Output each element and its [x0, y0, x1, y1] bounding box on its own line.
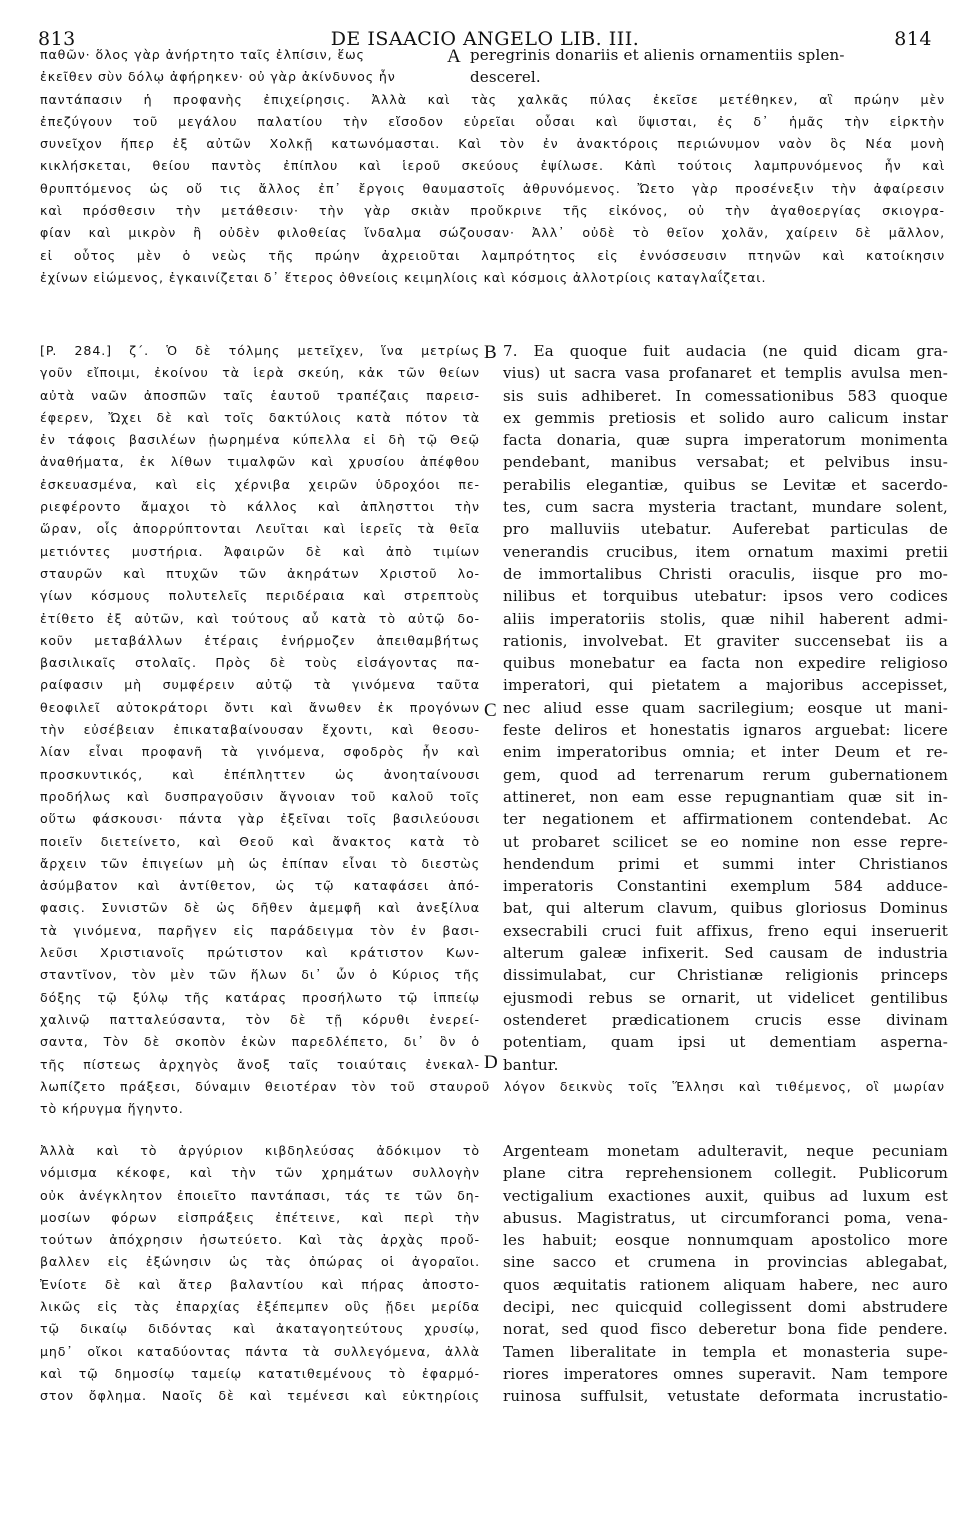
- text-line: ἀσύμβατον καὶ ἀντίθετον, ὡς τῷ καταφάσει ἀπό-: [40, 878, 480, 894]
- text-line: quibus monebatur ea facta non expedire religioso: [503, 654, 948, 673]
- text-line: feste deliros et honestatis ignaros arguebat: licere: [503, 721, 948, 740]
- text-line: ἄρχειν τῶν ἐπιγείων μὴ ὡς ἐπίπαν εἶναι τὸ διεστὼς: [40, 855, 480, 871]
- text-line: μετιόντες μυστήρια. Ἀφαιρῶν δὲ καὶ ἀπὸ τιμίων: [40, 543, 480, 559]
- text-line: ἀναθήματα, ἐκ λίθων τιμαλφῶν καὶ χρυσίου ἀπέφθου: [40, 454, 480, 470]
- text-line: τούτων ἀπόχρησιν ἠσωτεύετο. Καὶ τὰς ἀρχὰς προὔ-: [40, 1232, 480, 1248]
- text-line: imperatoris Constantini exemplum 584 adduce-: [503, 877, 948, 896]
- text-line: έφερεν, Ὤχει δὲ καὶ τοῖς δακτύλοις κατὰ πότον τὰ: [40, 409, 480, 425]
- text-line: ruinosa suffulsit, vetustate deformata incrustatio-: [503, 1387, 948, 1406]
- text-line: κοῦν μεταβάλλων ἑτέραις ἐνήρμοζεν ἀπειθαμβήτως: [40, 632, 480, 648]
- text-line: les habuit; eosque nonnumquam apostolico more: [503, 1231, 948, 1250]
- text-line: ut probaret scilicet se eo nomine non esse repre-: [503, 832, 948, 851]
- text-line: ἐκεῖθεν σὺν δόλῳ ἀφήρηκεν· οὐ γὰρ ἀκίνδυνος ἦν: [40, 69, 396, 85]
- text-line: venerandis crucibus, item ornatum maximi pretii: [503, 542, 948, 561]
- text-line: Ἐνίοτε δὲ καὶ ἄτερ βαλαντίου καὶ πήρας ἀποστο-: [40, 1276, 480, 1292]
- text-line: φίαν καὶ μικρὸν ἢ οὐδὲν φιλοθείας ἴνδαλμα σώζουσαν· Ἀλλ᾿ οὐδὲ τὸ θεῖον χολᾶν, χαίρειν δὲ μᾶλλον,: [40, 225, 945, 241]
- text-line: αὐτὰ ναῶν ἀποσπῶν ταῖς ἑαυτοῦ τραπέζαις παρεισ-: [40, 387, 480, 403]
- text-line: enim imperatoribus omnia; et inter Deum et re-: [503, 743, 948, 762]
- text-line: φασις. Συνιστῶν δὲ ὡς δῆθεν ἀμεμφῆ καὶ ἀνεξίλυα: [40, 900, 480, 916]
- text-line: ριεφέροντο ἄμαχοι τὸ κάλλος καὶ ἀπλησττοι τὴν: [40, 499, 480, 515]
- text-line: τὴν εὐσέβειαν ἐπικαταβαίνουσαν ἔχοντι, καὶ θεοσυ-: [40, 722, 480, 738]
- block3-greek-column: [40, 1140, 480, 1408]
- text-line: exsecrabili cruci fuit affixus, freno equi inseruerit: [503, 921, 948, 940]
- text-line: ὥραν, οἷς ἀπορρύπτονται Λευῖται καὶ ἱερεῖς τὰ θεῖα: [40, 521, 480, 537]
- text-line: θεοφιλεῖ αὐτοκράτορι ὄντι καὶ ἄνωθεν ἐκ προγόνων: [40, 699, 480, 715]
- text-line: vectigalium exactiones auxit, quibus ad luxum est: [503, 1186, 948, 1205]
- text-line: sis suis adhiberet. In comessationibus 583 quoque: [503, 386, 948, 405]
- text-line: perabilis elegantiæ, quibus se Levitæ et sacerdo-: [503, 475, 948, 494]
- text-line: καὶ πρόσθεσιν τὴν μετάθεσιν· τὴν γὰρ σκιὰν προὔκρινε τῆς εἰκόνος, οὐ τὴν ἀγαθοεργίας σκιογρα-: [40, 203, 945, 219]
- block1-latin-lines: [470, 44, 948, 89]
- text-line: ἐχίνων εἰώμενος, ἐγκαινίζεται δ᾿ ἕτερος ὀθνείοις κειμηλίοις καὶ κόσμοις ἀλλοτρίοις καταγλαΐζεται.: [40, 269, 767, 285]
- text-line: norat, sed quod fisco deberetur bona fide pendere.: [503, 1320, 948, 1339]
- text-line: nilibus et torquibus utebatur: ipsos vero codices: [503, 587, 948, 606]
- section-marker-b: B: [484, 342, 497, 363]
- page-number-right: 814: [894, 28, 932, 50]
- text-line: ραίφασιν μὴ συμφέρειν αὐτῷ τὰ γινόμενα ταῦτα: [40, 677, 480, 693]
- text-line: tes, cum sacra mysteria tractant, mundare solent,: [503, 498, 948, 517]
- text-line: Argenteam monetam adulteravit, neque pecuniam: [503, 1142, 948, 1160]
- text-line: μηδ᾿ οἴκοι καταδύοντας πάντα τὰ συλλεγόμενα, ἀλλὰ: [40, 1343, 480, 1359]
- page-number-left: 813: [38, 28, 76, 50]
- block2-greek-column: [40, 340, 480, 1076]
- text-line: [P. 284.] ζ´. Ὁ δὲ τόλμης μετεῖχεν, ἵνα μετρίως: [40, 343, 480, 358]
- text-line: οὕτω φάσκουσι· πάντα γὰρ ἐξεῖναι τοῖς βασιλεύουσι: [40, 811, 480, 827]
- text-line: aliis imperatoriis stolis, quæ nihil haberent admi-: [503, 609, 948, 628]
- section-marker-d: D: [484, 1052, 498, 1073]
- text-line: abusus. Magistratus, ut circumforanci poma, vena-: [503, 1208, 948, 1227]
- text-line: ἐσκευασμένα, καὶ εἰς χέρνιβα χειρῶν ὑδροχόοι πε-: [40, 476, 480, 492]
- text-line: εἰ οὗτος μὲν ὁ νεὼς τῆς πρώην ἀχρειοῦται λαμπρότητος εἰς ἐννόσσευσιν πτηνῶν καὶ κατοίκησιν: [40, 247, 945, 263]
- text-line: alterum galeæ infixerit. Sed causam de industria: [503, 944, 948, 963]
- text-line: παθῶν· ὅλος γὰρ ἀνήρτητο ταῖς ἐλπίσιν, ἕως: [40, 47, 365, 62]
- text-line: μοσίων φόρων εἰσπράξεις ἐπέτεινε, καὶ περὶ τὴν: [40, 1209, 480, 1225]
- text-line: στον ὄφλημα. Ναοῖς δὲ καὶ τεμένεσι καὶ εὐκτηρίοις: [40, 1388, 480, 1404]
- text-line: τὰ γινόμενα, παρῆγεν εἰς παράδειγμα τὸν ἐν βασι-: [40, 922, 480, 938]
- text-line: imperatori, qui pietatem a majoribus accepisset,: [503, 676, 948, 695]
- text-line: peregrinis donariis et alienis ornamentiis splen-: [470, 46, 845, 64]
- text-line: οὐκ ἀνέγκλητον ἐποιεῖτο παντάπασι, τάς τε τῶν δη-: [40, 1187, 480, 1203]
- section-marker-c: C: [484, 700, 497, 721]
- text-line: de immortalibus Christi oraculis, iisque pro mo-: [503, 564, 948, 583]
- text-line: quos æquitatis rationem aliquam habere, nec auro: [503, 1275, 948, 1294]
- text-line: Tamen liberalitate in templa et monasteria supe-: [503, 1342, 948, 1361]
- running-title: DE ISAACIO ANGELO LIB. III.: [330, 28, 640, 50]
- text-line: σταντῖνον, τὸν μὲν τῶν ἥλων δι᾿ ὧν ὁ Κύριος τῆς: [40, 967, 480, 983]
- text-line: προδήλως καὶ δυσπραγοῦσιν ἄγνοιαν τοῦ καλοῦ τοῖς: [40, 788, 480, 804]
- text-line: ἐτίθετο ἐξ αὐτῶν, καὶ τούτους αὖ κατὰ τὸ αὐτῷ δο-: [40, 610, 480, 626]
- text-line: νόμισμα κέκοφε, καὶ τὴν τῶν χρημάτων συλλογὴν: [40, 1165, 480, 1181]
- text-line: pendebant, manibus versabat; et pelvibus insu-: [503, 453, 948, 472]
- text-line: λωπίζετο πράξεσι, δύναμιν θειοτέραν τὸν τοῦ σταυροῦ λόγον δεικνὺς τοῖς Ἕλλησι καὶ τιθέμενος, οἳ μωρίαν: [40, 1079, 945, 1094]
- text-line: λεῦσι Χριστιανοῖς πρώτιστον καὶ κράτιστον Κων-: [40, 945, 480, 961]
- text-line: λικῶς εἰς τὰς ἐπαρχίας ἐξέπεμπεν οὓς ᾔδει μερίδα: [40, 1299, 480, 1315]
- text-line: facta donaria, quæ supra imperatorum monimenta: [503, 431, 948, 450]
- text-line: hendendum primi et summi inter Christianos: [503, 854, 948, 873]
- text-line: θρυπτόμενος ὡς οὔ τις ἄλλος ἐπ᾿ ἔργοις θαυμαστοῖς ἀθρυνόμενος. Ὤετο γὰρ προσένεξιν τὴν ἀφαίρεσιν: [40, 180, 945, 196]
- text-line: rationis, involvebat. Et graviter succensebat iis a: [503, 631, 948, 650]
- text-line: riores imperatores omnes superavit. Nam tempore: [503, 1364, 948, 1383]
- text-line: γοῦν εἴποιμι, ἐκοίνου τὰ ἱερὰ σκεύη, κἀκ τῶν θείων: [40, 365, 480, 381]
- text-line: dissimulabat, cur Christianæ religionis princeps: [503, 966, 948, 985]
- text-line: nec aliud esse quam sacrilegium; eosque ut mani-: [503, 698, 948, 717]
- text-line: attineret, non eam esse repugnantiam quæ sit in-: [503, 787, 948, 806]
- text-line: ex gemmis pretiosis et solido auro calicum instar: [503, 408, 948, 427]
- text-line: ejusmodi rebus se ornarit, ut videlicet gentilibus: [503, 988, 948, 1007]
- text-line: τὸ κήρυγμα ἥγηντο.: [40, 1101, 184, 1117]
- block3-latin-column: [503, 1140, 948, 1408]
- text-line: σταυρῶν καὶ πτυχῶν τῶν ἀκηράτων Χριστοῦ λο-: [40, 565, 480, 581]
- text-line: bat, qui alterum clavum, quibus gloriosus Dominus: [503, 899, 948, 918]
- text-line: ter negationem et affirmationem contendebat. Ac: [503, 810, 948, 829]
- section-marker-a: A: [447, 46, 461, 67]
- text-line: plane citra reprehensionem collegit. Publicorum: [503, 1164, 948, 1183]
- text-line: potentiam, quam ipsi ut dementiam asperna-: [503, 1033, 948, 1052]
- text-line: λίαν εἶναι προφανῆ τὰ γινόμενα, σφοδρὸς ἦν καὶ: [40, 744, 480, 760]
- text-line: βαλλεν εἰς ἐξώνησιν ὡς τὰς ὀπώρας οἱ ἀγοραῖοι.: [40, 1254, 480, 1270]
- text-line: βασιλικαῖς στολαῖς. Πρὸς δὲ τοὺς εἰσάγοντας πα-: [40, 655, 480, 671]
- text-line: sine sacco et crumena in provincias ablegabat,: [503, 1253, 948, 1272]
- text-line: κικλήσκεται, θείου παντὸς ἐπίπλου καὶ ἱεροῦ σκεύους ἐψίλωσε. Κἀπὶ τούτοις λαμπρυνόμενος ἦν καὶ: [40, 158, 945, 174]
- text-line: γίων κόσμους πολυτελεῖς περιδέραια καὶ στρεπτοὺς: [40, 588, 480, 604]
- text-line: vius) ut sacra vasa profanaret et templis avulsa men-: [503, 364, 948, 383]
- text-line: τῆς πίστεως ἀρχηγὸς ἄνοξ ταῖς τοιαύταις ἐνεκαλ-: [40, 1056, 480, 1072]
- text-line: ποιεῖν διετείνετο, καὶ Θεοῦ καὶ ἄνακτος κατὰ τὸ: [40, 833, 480, 849]
- text-line: bantur.: [503, 1055, 559, 1074]
- text-line: Ἀλλὰ καὶ τὸ ἀργύριον κιβδηλεύσας ἀδόκιμον τὸ: [40, 1143, 480, 1158]
- text-line: pro malluviis utebatur. Auferebat particulas de: [503, 520, 948, 539]
- block2-latin-column: [503, 340, 948, 1076]
- text-line: συνεῖχον ἥπερ ἐξ αὐτῶν Χολκῇ κατωνόμασται. Καὶ τὸν ἐν ἀνακτόροις περιώνυμον ναὸν ὃς Νέα μονὴ: [40, 136, 945, 152]
- text-line: σαντα, Τὸν δὲ σκοπὸν ἑκὼν παρεδλέπετο, δι᾿ ὃν ὁ: [40, 1034, 480, 1050]
- block2-greek-full: [40, 1076, 945, 1121]
- text-line: gem, quod ad terrenarum rerum gubernationem: [503, 765, 948, 784]
- text-line: 7. Ea quoque fuit audacia (ne quid dicam gra-: [503, 342, 948, 360]
- text-line: χαλινῷ πατταλεύσαντα, τὸν δὲ τῇ κόρυθι ἐνερεί-: [40, 1011, 480, 1027]
- text-line: καὶ τῷ δημοσίῳ ταμείῳ κατατιθεμένους τὸ ἐφαρμό-: [40, 1365, 480, 1381]
- text-line: ἐν τάφοις βασιλέων ᾐωρημένα κύπελλα εἰ δὴ τῷ Θεῷ: [40, 432, 480, 448]
- text-line: δόξης τῷ ξύλῳ τῆς κατάρας προσήλωτο τῷ ἱππείῳ: [40, 989, 480, 1005]
- text-line: παντάπασιν ἡ προφανὴς ἐπιχείρησις. Ἀλλὰ καὶ τὰς χαλκᾶς πύλας ἐκεῖσε μετέθηκεν, αἳ πρώην μὲν: [40, 91, 945, 107]
- text-line: decipi, nec quicquid collegissent domi abstrudere: [503, 1298, 948, 1317]
- block1-greek-full: [40, 89, 945, 290]
- block1-greek-lines: [40, 44, 440, 89]
- text-line: τῷ δικαίῳ διδόντας καὶ ἀκαταγοητεύτους χρυσίῳ,: [40, 1321, 480, 1337]
- text-line: προσκυντικός, καὶ ἐπέπληττεν ὡς ἀνοηταίνουσι: [40, 766, 480, 782]
- text-line: ostenderet prædicationem crucis esse divinam: [503, 1010, 948, 1029]
- text-line: ἐπεζύγουν τοῦ μεγάλου παλατίου τὴν εἴσοδον εὑρεῖαι οὖσαι καὶ ὕψισται, ἐς δ᾿ ἡμᾶς τὴν εἱρκτὴν: [40, 113, 945, 129]
- text-line: descerel.: [470, 68, 541, 87]
